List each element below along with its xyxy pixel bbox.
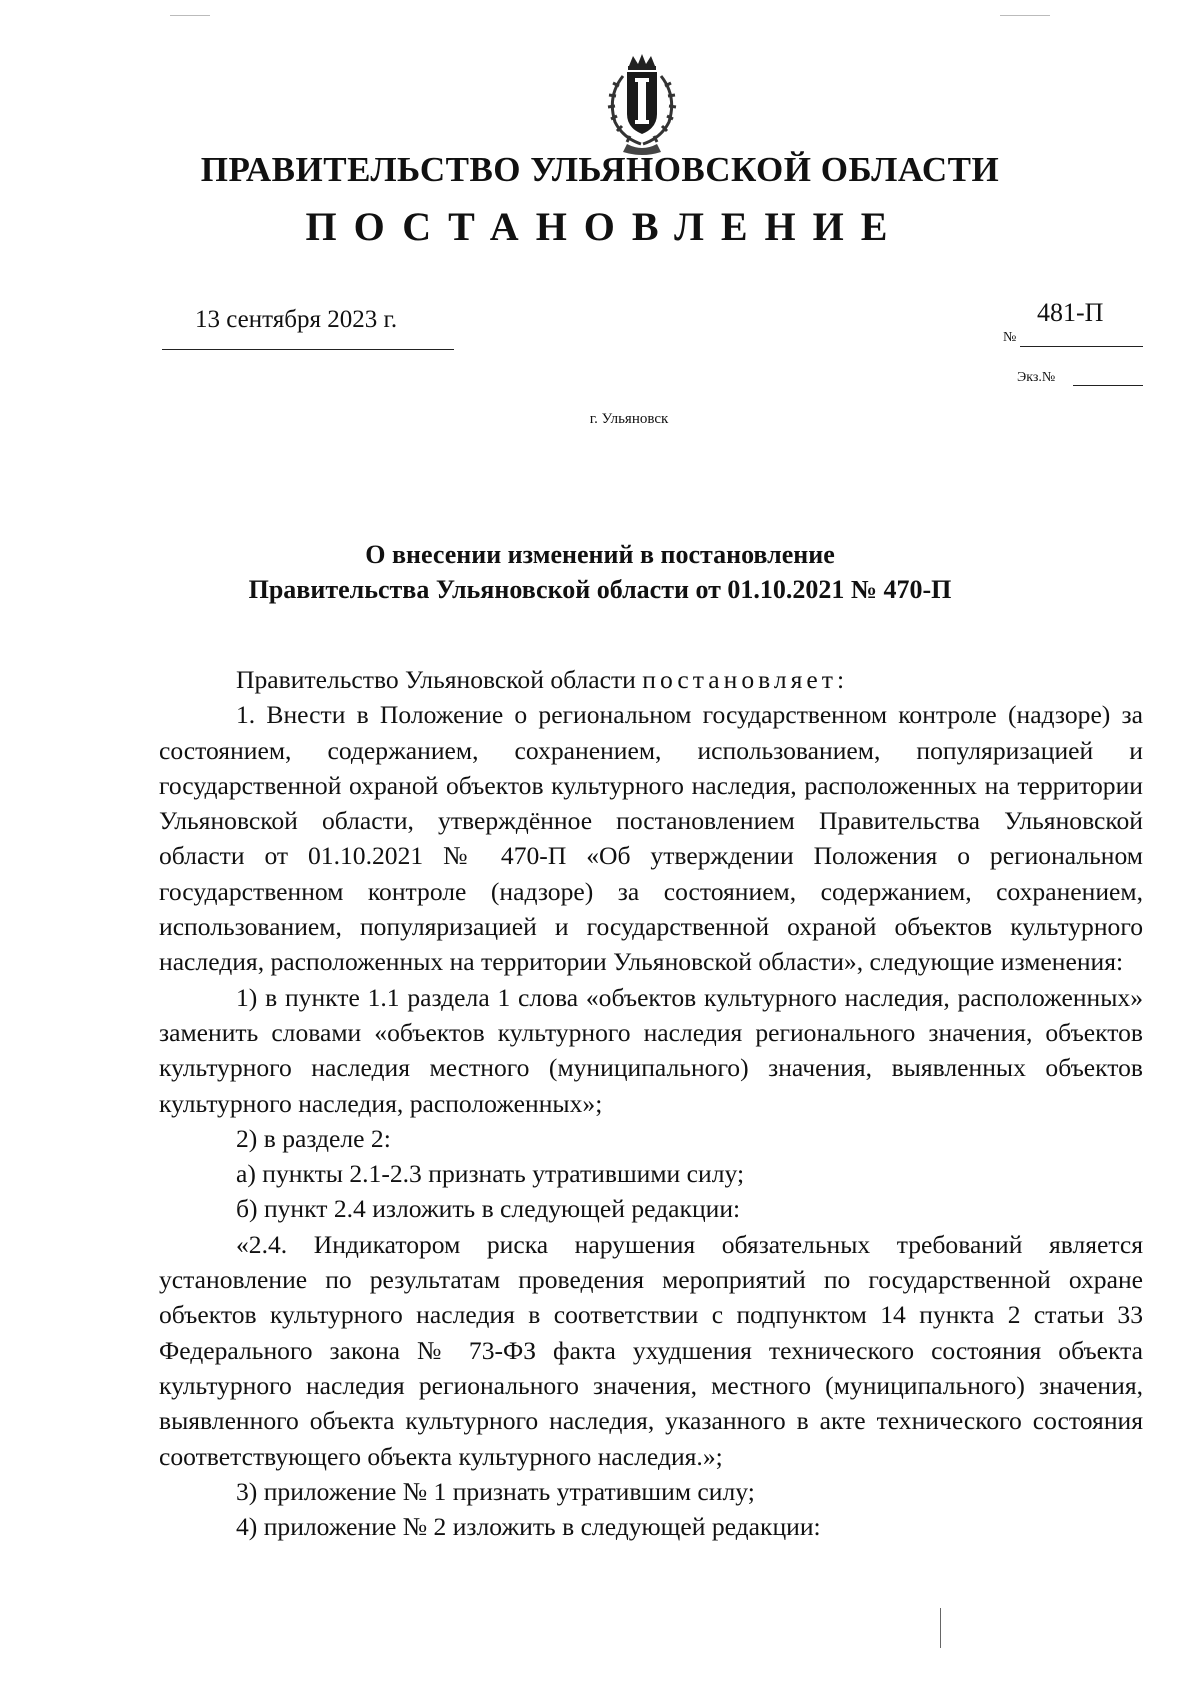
paragraph-1: 1. Внести в Положение о региональном государственном контроле (надзоре) за состоянием, содержанием, сохранением, использованием, популяризацией и государственной охраной объектов культурного наследия, расположенных на территории Ульяновской области, утверждённое постановлением Правительства Ульяновской области от 01.10.2021 № 470-П «Об утверждении Положения о региональном государственном контроле (надзоре) за состоянием, содержанием, сохранением, использованием, популяризацией и государственной охраной объектов культурного наследия, расположенных на территории Ульяновской области», следующие изменения: (159, 700, 1143, 977)
number-underline (1020, 346, 1143, 347)
date-underline (162, 349, 454, 350)
scan-artifact (940, 1608, 941, 1648)
document-type: ПОСТАНОВЛЕНИЕ (305, 204, 905, 249)
document-body (159, 662, 1143, 1544)
paragraph-2-4-text: «2.4. Индикатором риска нарушения обязательных требований является установление по результатам проведения мероприятий по государственной охране объектов культурного наследия в соответствии с подпунктом 14 пункта 2 статьи 33 Федерального закона № 73-ФЗ факта ухудшения технического состояния объекта культурного наследия регионального значения, местного (муниципального) значения, выявленного объекта культурного наследия, указанного в акте технического состояния соответствующего объекта культурного наследия.»; (159, 1229, 1143, 1471)
organization-name: ПРАВИТЕЛЬСТВО УЛЬЯНОВСКОЙ ОБЛАСТИ (200, 150, 1000, 189)
scan-artifact (170, 15, 210, 16)
paragraph-1-4: 4) приложение № 2 изложить в следующей редакции: (236, 1512, 821, 1542)
subject-line-1: О внесении изменений в постановление (365, 540, 835, 569)
subject-line-2: Правительства Ульяновской области от 01.10.2021 № 470-П (248, 575, 952, 604)
copy-number-underline (1073, 385, 1143, 386)
paragraph-1-1: 1) в пункте 1.1 раздела 1 слова «объектов культурного наследия, расположенных» заменить словами «объектов культурного наследия регионального значения, объектов культурного наследия местного (муниципального) значения, выявленных объектов культурного наследия, расположенных»; (159, 982, 1143, 1118)
document-number: 481-П (1037, 298, 1104, 327)
scan-artifact (1000, 15, 1050, 16)
copy-number-label: Экз.№ (1017, 370, 1056, 385)
paragraph-1-2: 2) в разделе 2: (236, 1123, 391, 1153)
document-date: 13 сентября 2023 г. (195, 306, 398, 333)
paragraph-1-2-a: а) пункты 2.1-2.3 признать утратившими силу; (236, 1159, 745, 1189)
city-name: г. Ульяновск (589, 411, 669, 427)
number-label: № (1003, 330, 1017, 345)
coat-of-arms-icon (597, 52, 687, 156)
paragraph-1-3: 3) приложение № 1 признать утратившим силу; (236, 1476, 755, 1506)
paragraph-1-2-b: б) пункт 2.4 изложить в следующей редакции: (236, 1194, 741, 1224)
intro-paragraph: Правительство Ульяновской области постановляет: (236, 665, 845, 694)
document-subject (0, 537, 1200, 607)
